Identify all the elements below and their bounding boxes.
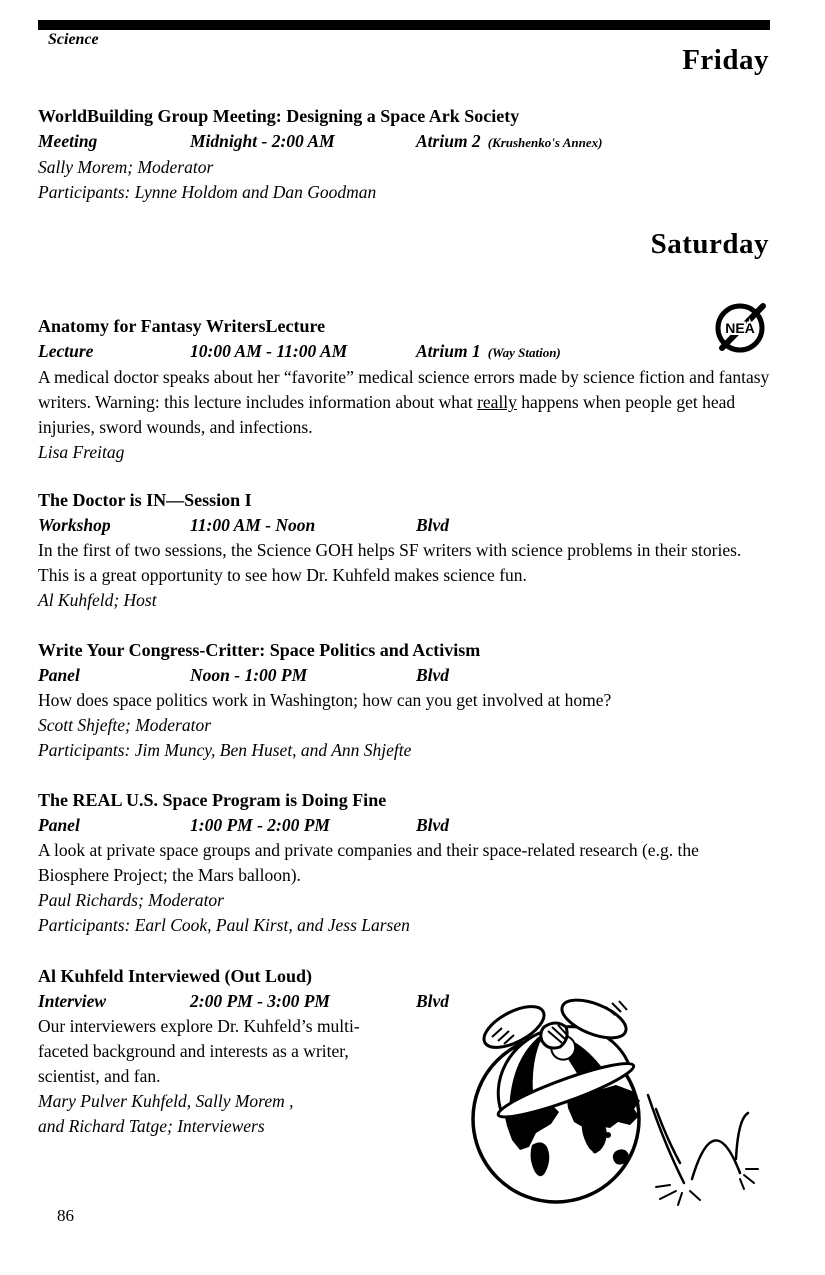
bouncing-globe-illustration bbox=[448, 993, 784, 1221]
event-type: Panel bbox=[38, 665, 80, 685]
event-type: Lecture bbox=[38, 341, 94, 361]
event-presenter: Lisa Freitag bbox=[38, 442, 125, 462]
event-location bbox=[416, 663, 770, 688]
event-description: How does space politics work in Washington; how can you get involved at home? bbox=[38, 690, 612, 710]
event-location-name: Atrium 2 bbox=[416, 131, 481, 151]
event-type: Workshop bbox=[38, 515, 111, 535]
event-location-name: Atrium 1 bbox=[416, 341, 481, 361]
event-type: Panel bbox=[38, 815, 80, 835]
event-title: The REAL U.S. Space Program is Doing Fine bbox=[38, 790, 387, 810]
event-time: 10:00 AM - 11:00 AM bbox=[190, 341, 348, 361]
event-moderator: Paul Richards; Moderator bbox=[38, 890, 224, 910]
event-time: 11:00 AM - Noon bbox=[190, 515, 316, 535]
event-participants: Participants: Earl Cook, Paul Kirst, and Jess Larsen bbox=[38, 915, 410, 935]
event-host: Al Kuhfeld; Host bbox=[38, 590, 157, 610]
event-location-name: Blvd bbox=[416, 815, 450, 835]
event-doctor-is-in-session-1 bbox=[38, 488, 770, 613]
event-participants: Participants: Jim Muncy, Ben Huset, and Ann Shjefte bbox=[38, 740, 412, 760]
event-title: Anatomy for Fantasy WritersLecture bbox=[38, 316, 326, 336]
event-location-note: (Way Station) bbox=[487, 345, 561, 360]
event-meta-row bbox=[38, 813, 770, 838]
event-write-your-congress-critter bbox=[38, 638, 770, 763]
event-type: Interview bbox=[38, 991, 107, 1011]
event-worldbuilding-group-meeting bbox=[38, 104, 770, 205]
event-anatomy-for-fantasy-writers bbox=[38, 314, 770, 465]
event-time: 2:00 PM - 3:00 PM bbox=[190, 991, 330, 1011]
event-location-name: Blvd bbox=[416, 991, 450, 1011]
event-description: A medical doctor speaks about her “favorite” medical science errors made by science fiction and fantasy writers. Warning: this lecture includes information about what really happens when people get head injuries, sword wounds, and infections. bbox=[38, 367, 770, 437]
event-meta-row bbox=[38, 129, 770, 155]
event-description: A look at private space groups and private companies and their space-related research (e.g. the Biosphere Project; the Mars balloon). bbox=[38, 840, 699, 885]
event-time: Midnight - 2:00 AM bbox=[190, 131, 335, 151]
svg-text:NEA: NEA bbox=[725, 320, 755, 336]
event-time: 1:00 PM - 2:00 PM bbox=[190, 815, 330, 835]
event-title: Write Your Congress-Critter: Space Politics and Activism bbox=[38, 640, 481, 660]
event-description: Our interviewers explore Dr. Kuhfeld’s multi-faceted background and interests as a writer, scientist, and fan. bbox=[38, 1016, 360, 1086]
day-heading-saturday: Saturday bbox=[650, 228, 769, 260]
no-nea-badge-icon bbox=[713, 299, 769, 357]
event-moderator: Sally Morem; Moderator bbox=[38, 157, 214, 177]
section-label: Science bbox=[48, 31, 99, 48]
day-heading-friday: Friday bbox=[682, 44, 769, 76]
page-number: 86 bbox=[57, 1206, 74, 1225]
event-meta-row bbox=[38, 339, 770, 365]
event-title: The Doctor is IN—Session I bbox=[38, 490, 252, 510]
top-rule-divider bbox=[38, 20, 770, 30]
event-moderator: Scott Shjefte; Moderator bbox=[38, 715, 212, 735]
event-location bbox=[416, 813, 770, 838]
underlined-word: really bbox=[477, 392, 517, 412]
event-meta-row bbox=[38, 513, 770, 538]
event-participants: Participants: Lynne Holdom and Dan Goodman bbox=[38, 182, 377, 202]
event-location-note: (Krushenko's Annex) bbox=[487, 135, 603, 150]
event-location bbox=[416, 513, 770, 538]
event-location-name: Blvd bbox=[416, 515, 450, 535]
event-interviewers: Mary Pulver Kuhfeld, Sally Morem , bbox=[38, 1091, 294, 1111]
event-type: Meeting bbox=[38, 131, 98, 151]
event-real-us-space-program bbox=[38, 788, 770, 938]
event-title: WorldBuilding Group Meeting: Designing a Space Ark Society bbox=[38, 106, 520, 126]
event-interviewers-cont: and Richard Tatge; Interviewers bbox=[38, 1116, 265, 1136]
event-location bbox=[416, 129, 770, 155]
event-location-name: Blvd bbox=[416, 665, 450, 685]
event-title: Al Kuhfeld Interviewed (Out Loud) bbox=[38, 966, 313, 986]
event-meta-row bbox=[38, 663, 770, 688]
event-description: In the first of two sessions, the Science GOH helps SF writers with science problems in their stories. This is a great opportunity to see how Dr. Kuhfeld makes science fun. bbox=[38, 540, 742, 585]
event-time: Noon - 1:00 PM bbox=[190, 665, 308, 685]
